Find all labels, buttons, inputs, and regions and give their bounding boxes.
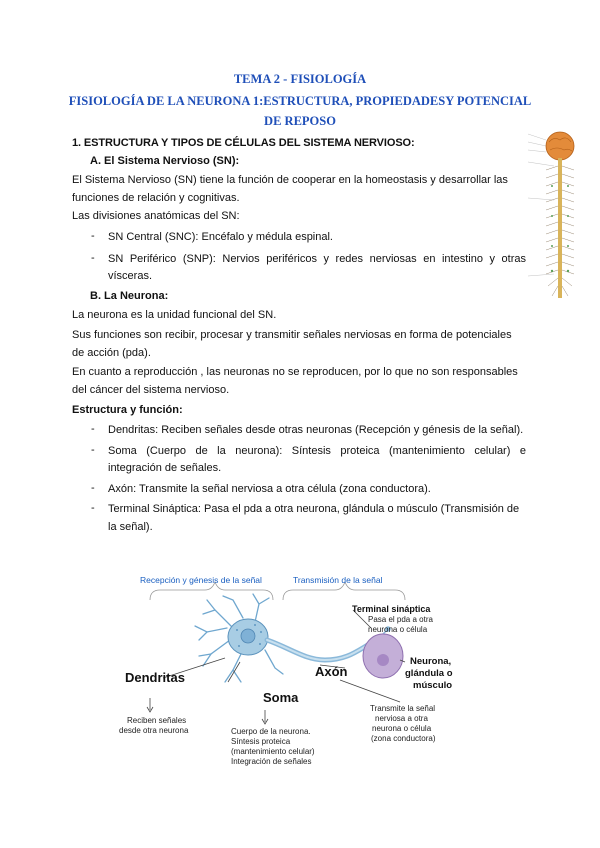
structure-heading: Estructura y función:	[72, 404, 183, 416]
neuron-diagram	[115, 570, 465, 780]
axon-desc-line2: nerviosa a otra	[375, 714, 428, 723]
soma-desc-line2: Síntesis proteica	[231, 737, 291, 746]
dendritas-label: Dendritas	[125, 670, 185, 685]
paragraph-neurona-unit: La neurona es la unidad funcional del SN.	[72, 309, 277, 321]
soma-desc-line4: Integración de señales	[231, 757, 312, 766]
bullet-snp-line1: SN Periférico (SNP): Nervios periféricos y redes nerviosas en intestino y otras	[108, 253, 526, 265]
paragraph-functions-line1: Sus funciones son recibir, procesar y transmitir señales nerviosas en forma de potenciales	[72, 329, 512, 341]
bullet-dash: -	[91, 252, 95, 264]
subsection-a-heading: A. El Sistema Nervioso (SN):	[90, 155, 240, 167]
paragraph-divisions: Las divisiones anatómicas del SN:	[72, 210, 240, 222]
axon-desc-line3: neurona o célula	[372, 724, 432, 733]
reception-label: Recepción y génesis de la señal	[140, 575, 262, 585]
soma-desc-line3: (mantenimiento celular)	[231, 747, 315, 756]
terminal-desc-line1: Pasa el pda a otra	[368, 615, 433, 624]
bullet-dash: -	[91, 502, 95, 514]
paragraph-sn-line1: El Sistema Nervioso (SN) tiene la función de cooperar en la homeostasis y desarrollar las	[72, 174, 508, 186]
subsection-b-heading: B. La Neurona:	[90, 290, 169, 302]
soma-label: Soma	[263, 690, 299, 705]
bullet-snp-line2: vísceras.	[108, 270, 153, 282]
bullet-terminal-line2: la señal).	[108, 521, 153, 533]
paragraph-reproduction-line1: En cuanto a reproducción , las neuronas no se reproducen, por lo que no son responsables	[72, 366, 518, 378]
bullet-terminal-line1: Terminal Sináptica: Pasa el pda a otra neurona, glándula o músculo (Transmisión de	[108, 503, 520, 515]
target-label-line3: músculo	[413, 680, 453, 691]
section-heading: 1. ESTRUCTURA Y TIPOS DE CÉLULAS DEL SISTEMA NERVIOSO:	[72, 137, 415, 149]
bullet-dash: -	[91, 444, 95, 456]
bullet-snc: SN Central (SNC): Encéfalo y médula espinal.	[108, 231, 333, 243]
bullet-dash: -	[91, 230, 95, 242]
bullet-dendritas: Dendritas: Reciben señales desde otras neuronas (Recepción y génesis de la señal).	[108, 424, 524, 436]
bullet-dash: -	[91, 482, 95, 494]
axon-label: Axón	[315, 664, 348, 679]
nervous-system-illustration	[524, 126, 596, 302]
soma-desc-line1: Cuerpo de la neurona.	[231, 727, 311, 736]
target-label-line1: Neurona,	[410, 656, 452, 667]
bullet-axon: Axón: Transmite la señal nerviosa a otra célula (zona conductora).	[108, 483, 431, 495]
document-subtitle-line2: DE REPOSO	[264, 114, 336, 128]
axon-desc-line1: Transmite la señal	[370, 704, 436, 713]
document-title: TEMA 2 - FISIOLOGÍA	[233, 72, 367, 86]
paragraph-reproduction-line2: del cáncer del sistema nervioso.	[72, 384, 230, 396]
document-subtitle-line1: FISIOLOGÍA DE LA NEURONA 1:ESTRUCTURA, PROPIEDADESY POTENCIAL	[68, 94, 532, 108]
dendritas-desc-line2: desde otra neurona	[119, 726, 189, 735]
terminal-label: Terminal sináptica	[352, 604, 431, 614]
axon-desc-line4: (zona conductora)	[371, 734, 436, 743]
bullet-soma-line2: integración de señales.	[108, 462, 222, 474]
bullet-dash: -	[91, 423, 95, 435]
transmission-label: Transmisión de la señal	[293, 575, 383, 585]
paragraph-functions-line2: de acción (pda).	[72, 347, 151, 359]
paragraph-sn-line2: funciones de relación y cognitivas.	[72, 192, 240, 204]
terminal-desc-line2: neurona o célula	[368, 625, 428, 634]
target-label-line2: glándula o	[405, 668, 453, 679]
dendritas-desc-line1: Reciben señales	[127, 716, 187, 725]
bullet-soma-line1: Soma (Cuerpo de la neurona): Síntesis proteica (mantenimiento celular) e	[108, 445, 526, 457]
